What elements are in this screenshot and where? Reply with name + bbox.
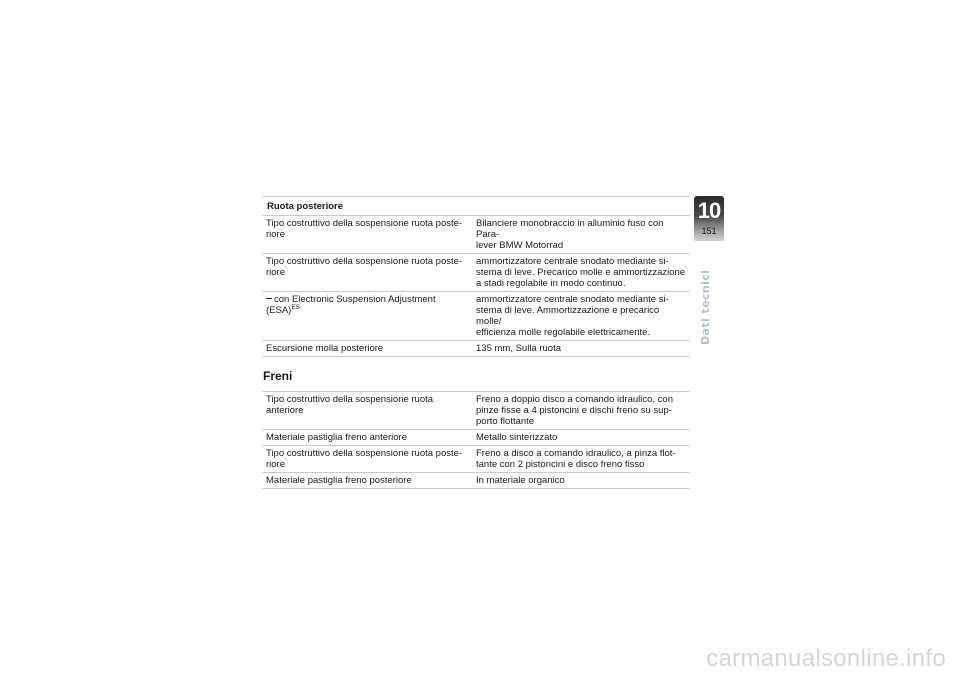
- row-value: 135 mm, Sulla ruota: [476, 343, 562, 354]
- row-label: Tipo costruttivo della sospensione ruota poste- riore: [266, 448, 463, 470]
- brakes-table: [262, 391, 690, 489]
- row-value: Freno a doppio disco a comando idraulico, con pinze fisse a 4 pistoncini e dischi freno su sup- porto flottante: [476, 394, 673, 427]
- row-label: Tipo costruttivo della sospensione ruota poste- riore: [266, 256, 463, 278]
- row-value: Metallo sinterizzato: [476, 432, 558, 443]
- row-value: ammortizzatore centrale snodato mediante si- stema di leve. Ammortizzazione e precarico molle/ efficienza molle regolabile elettricamente.: [476, 294, 669, 338]
- rear-wheel-table: [262, 196, 690, 357]
- table-row: [262, 430, 690, 446]
- row-value: Freno a disco a comando idraulico, a pinza flot- tante con 2 pistoncini e disco freno fisso: [476, 448, 676, 470]
- esa-label: con Electronic Suspension Adjustment (ESA): [266, 294, 436, 316]
- page-number: 151: [701, 226, 717, 236]
- chapter-tab: [694, 196, 724, 241]
- row-label-with-dash: [262, 292, 470, 340]
- table-row: [262, 292, 690, 341]
- row-label: Materiale pastiglia freno anteriore: [266, 432, 407, 443]
- table-row: [262, 473, 690, 489]
- esa-superscript: ES: [291, 303, 301, 311]
- table-row: [262, 392, 690, 430]
- table-row: [262, 341, 690, 357]
- row-value: In materiale organico: [476, 475, 565, 486]
- row-value: Bilanciere monobraccio in alluminio fuso con Para- lever BMW Motorrad: [476, 218, 664, 251]
- row-value: ammortizzatore centrale snodato mediante si- stema di leve. Precarico molle e ammortizzazione a stadi regolabile in modo continuo.: [476, 256, 686, 289]
- chapter-label: Dati tecnici: [699, 269, 712, 345]
- table-row: [262, 254, 690, 292]
- page-content: [262, 196, 690, 489]
- table-row: [262, 216, 690, 254]
- row-label: Escursione molla posteriore: [266, 343, 384, 354]
- rear-wheel-title: Ruota posteriore: [262, 197, 690, 216]
- chapter-sidebar: [694, 196, 724, 241]
- brakes-heading: Freni: [263, 369, 293, 383]
- dash-icon: [266, 298, 272, 300]
- row-label: Tipo costruttivo della sospensione ruota anteriore: [266, 394, 434, 416]
- watermark: carmanualsonline.info: [706, 645, 946, 672]
- row-label: Tipo costruttivo della sospensione ruota poste- riore: [266, 218, 463, 240]
- chapter-number: 10: [697, 198, 721, 223]
- table-row: [262, 446, 690, 473]
- row-label: Materiale pastiglia freno posteriore: [266, 475, 412, 486]
